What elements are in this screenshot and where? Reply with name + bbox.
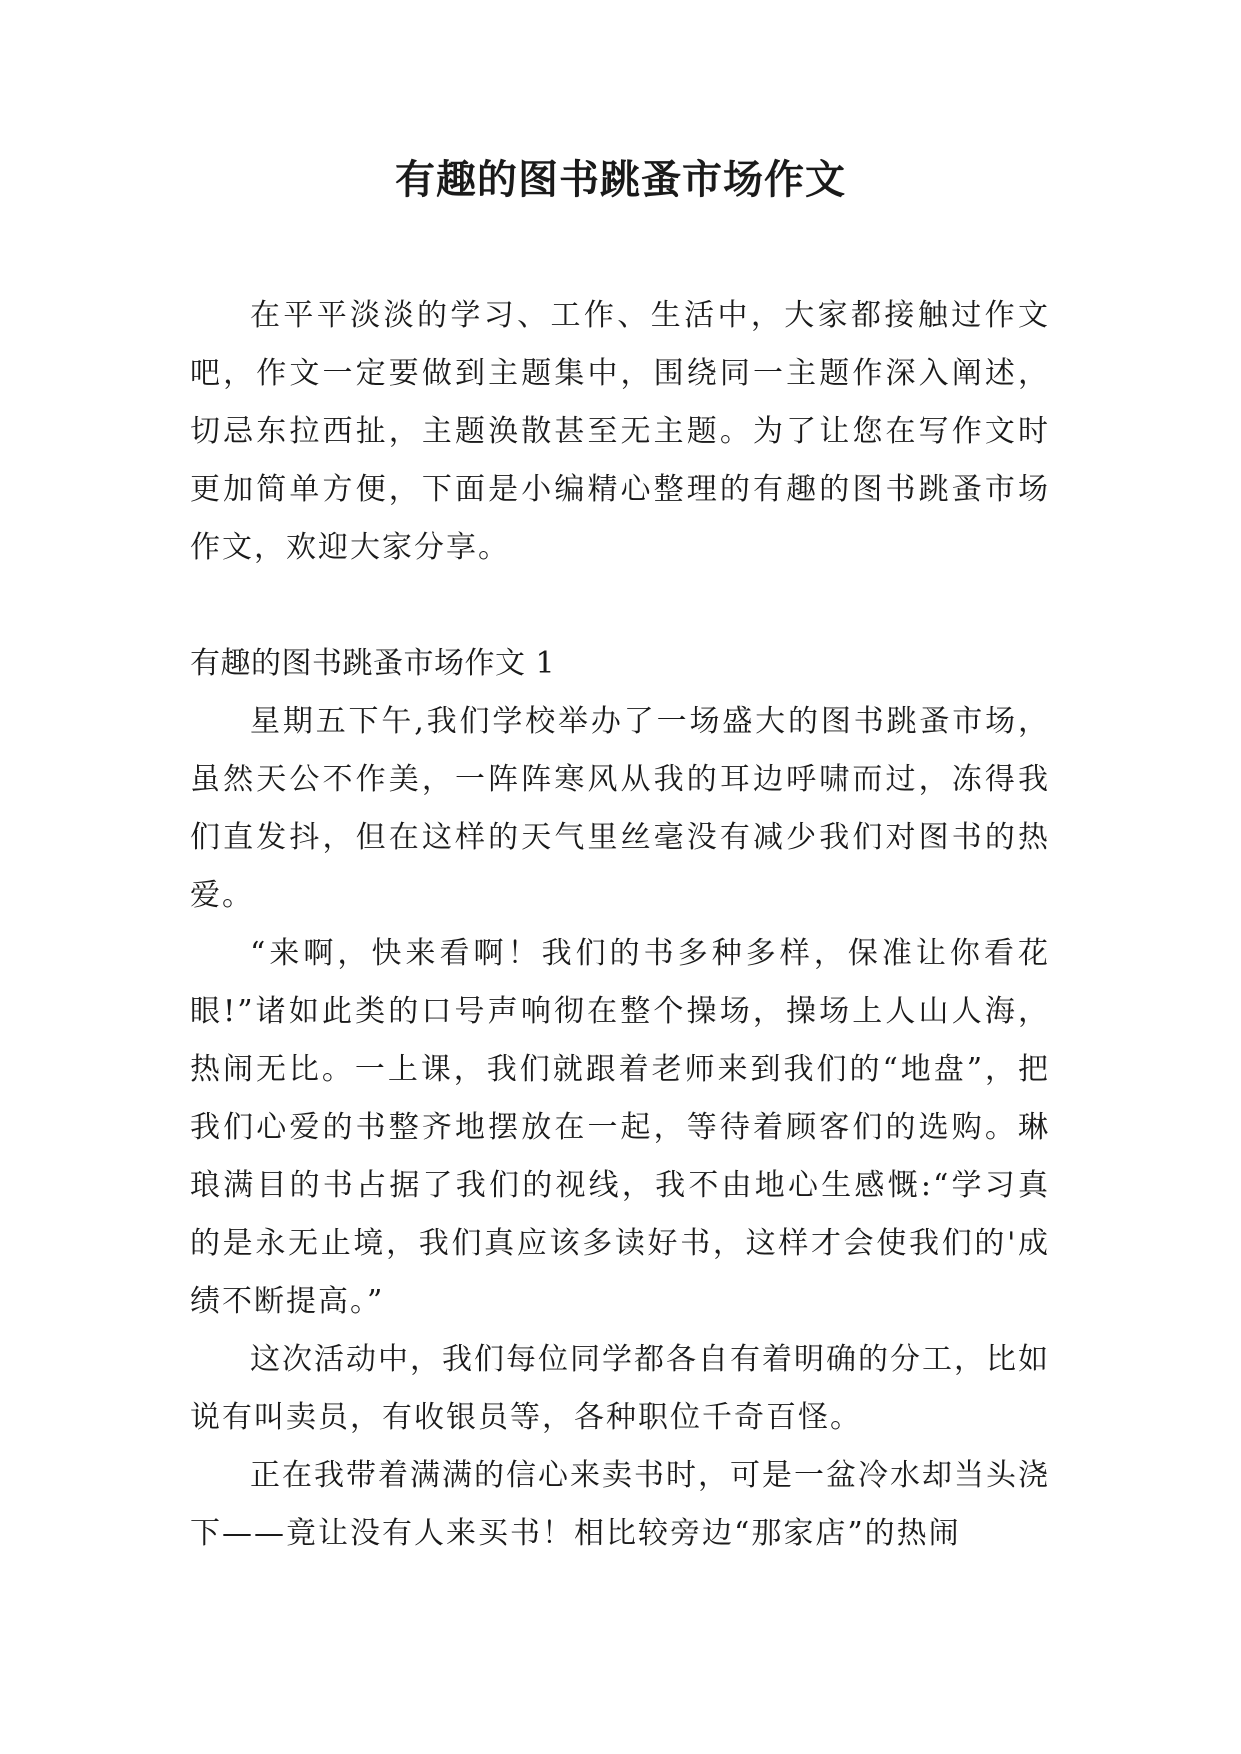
- section-heading: 有趣的图书跳蚤市场作文 1: [190, 646, 556, 681]
- intro-paragraph: 在平平淡淡的学习、工作、生活中，大家都接触过作文吧，作文一定要做到主题集中，围绕同一主题作深入阐述，切忌东拉西扯，主题涣散甚至无主题。为了让您在写作文时更加简单方便，下面是小编精心整理的有趣的图书跳蚤市场作文，欢迎大家分享。: [190, 298, 1050, 565]
- paragraph-spacer: [190, 577, 1050, 635]
- document-title: 有趣的图书跳蚤市场作文: [395, 156, 846, 203]
- body-paragraph-4: 正在我带着满满的信心来卖书时，可是一盆冷水却当头浇下——竟让没有人来买书！相比较旁边“那家店”的热闹: [190, 1458, 1050, 1551]
- document-body: [190, 287, 1050, 1563]
- body-paragraph-3: 这次活动中，我们每位同学都各自有着明确的分工，比如说有叫卖员，有收银员等，各种职位千奇百怪。: [190, 1342, 1050, 1435]
- body-paragraph-1: 星期五下午,我们学校举办了一场盛大的图书跳蚤市场，虽然天公不作美，一阵阵寒风从我的耳边呼啸而过，冻得我们直发抖，但在这样的天气里丝毫没有减少我们对图书的热爱。: [190, 704, 1050, 913]
- body-paragraph-2: “来啊，快来看啊！我们的书多种多样，保准让你看花眼!”诸如此类的口号声响彻在整个操场，操场上人山人海，热闹无比。一上课，我们就跟着老师来到我们的“地盘”，把我们心爱的书整齐地摆放在一起，等待着顾客们的选购。琳琅满目的书占据了我们的视线，我不由地心生感慨:“学习真的是永无止境，我们真应该多读好书，这样才会使我们的'成绩不断提高。”: [190, 936, 1050, 1319]
